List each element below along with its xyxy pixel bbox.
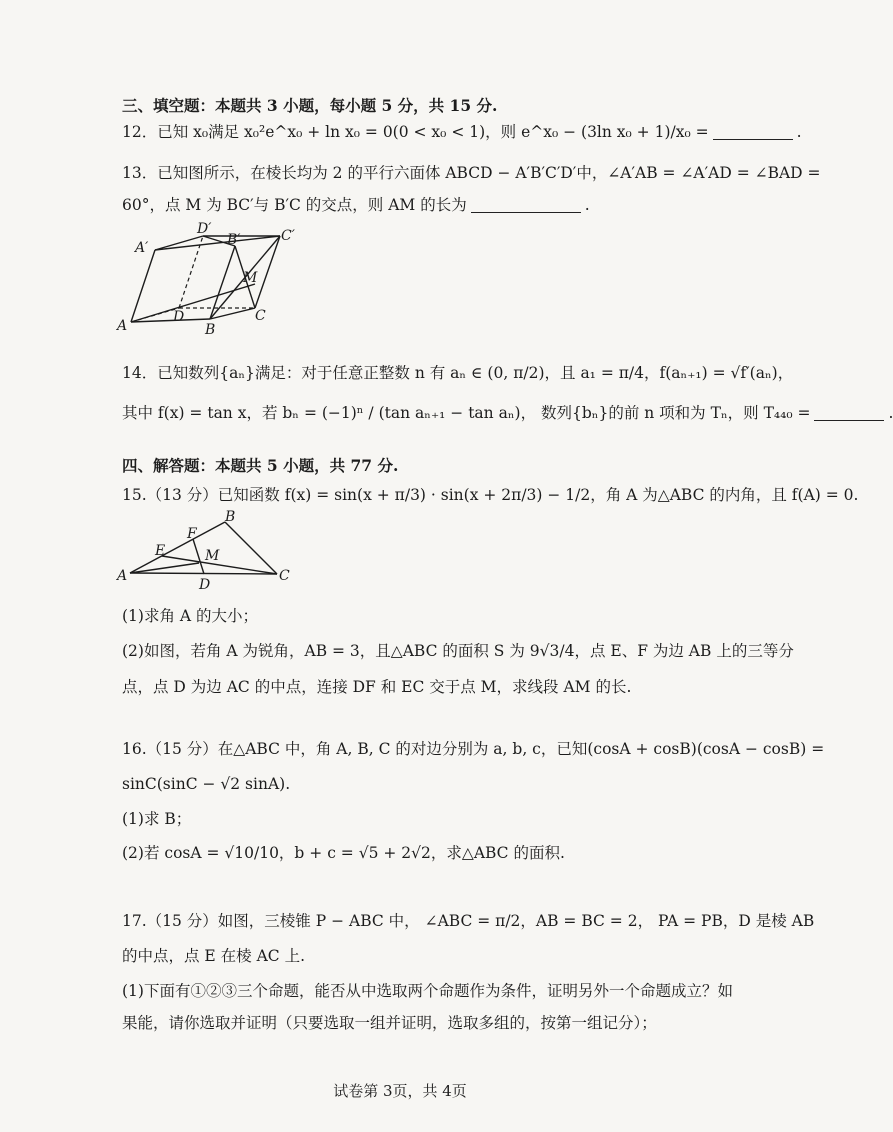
fig15-edge <box>225 522 277 574</box>
fig13-label: A′ <box>135 240 149 256</box>
fig13-edge <box>155 236 280 250</box>
q16-part2: (2)若 cosA = √10/10，b + c = √5 + 2√2，求△ABC 的面积. <box>122 844 565 862</box>
q17-part1a: (1)下面有①②③三个命题，能否从中选取两个命题作为条件，证明另外一个命题成立？如 <box>122 982 733 1000</box>
q13-answer-blank <box>471 196 581 213</box>
fig15-label: A <box>117 568 128 584</box>
fig15-label: M <box>205 548 220 564</box>
fig13-edge <box>210 308 255 319</box>
fig15-label: E <box>155 543 166 559</box>
fig13-label: D <box>173 309 185 325</box>
q13-line2-end: . <box>584 196 590 214</box>
q15-part2a: (2)如图，若角 A 为锐角，AB = 3，且△ABC 的面积 S 为 9√3/4，点 E、F 为边 AB 上的三等分 <box>122 642 794 660</box>
fig13-label: C <box>255 308 266 324</box>
q15-line1: 15.（13 分）已知函数 f(x) = sin(x + π/3) · sin(x + 2π/3) − 1/2，角 A 为△ABC 的内角，且 f(A) = 0. <box>122 486 859 504</box>
section3-heading: 三、填空题：本题共 3 小题，每小题 5 分，共 15 分. <box>122 96 498 115</box>
q16-line1: 16.（15 分）在△ABC 中，角 A, B, C 的对边分别为 a, b, c，已知(cosA + cosB)(cosA − cosB) = <box>122 740 825 758</box>
fig15-triangle-diagram <box>115 508 305 593</box>
fig13-label: A <box>117 318 128 334</box>
q14-line2 <box>122 402 893 424</box>
fig13-edge <box>255 236 280 308</box>
q16-line2: sinC(sinC − √2 sinA). <box>122 775 291 793</box>
fig13-label: D′ <box>197 221 212 237</box>
fig13-label: M <box>243 270 258 286</box>
q13-line1: 13．已知图所示，在棱长均为 2 的平行六面体 ABCD − A′B′C′D′中，∠A′AB = ∠A′AD = ∠BAD = <box>122 164 821 182</box>
page-footer: 试卷第 3页，共 4页 <box>333 1082 467 1100</box>
q12-stem: 12．已知 x₀满足 x₀²e^x₀ + ln x₀ = 0(0 < x₀ < 1)，则 e^x₀ − (3ln x₀ + 1)/x₀ = <box>122 123 709 141</box>
q14-line1: 14．已知数列{aₙ}满足：对于任意正整数 n 有 aₙ ∈ (0, π/2)，且 a₁ = π/4，f(aₙ₊₁) = √f′(aₙ)， <box>122 364 794 382</box>
fig13-parallelepiped-diagram <box>115 222 315 337</box>
q14-line2-text: 其中 f(x) = tan x，若 bₙ = (−1)ⁿ / (tan aₙ₊₁ − tan aₙ)， 数列{bₙ}的前 n 项和为 Tₙ，则 T₄₄₀ = <box>122 404 811 422</box>
q15-part1: (1)求角 A 的大小； <box>122 607 259 625</box>
section4-heading: 四、解答题：本题共 5 小题，共 77 分. <box>122 456 399 475</box>
fig15-label: C <box>279 568 290 584</box>
fig15-edge <box>193 539 204 574</box>
fig13-label: B <box>205 322 216 338</box>
fig13-edge <box>131 319 210 322</box>
q17-line2: 的中点，点 E 在棱 AC 上. <box>122 947 306 965</box>
q13-line2-text: 60°，点 M 为 BC′与 B′C 的交点，则 AM 的长为 <box>122 196 467 214</box>
q14-answer-blank <box>814 404 884 421</box>
fig15-edge <box>162 556 277 574</box>
q17-part1b: 果能，请你选取并证明（只要选取一组并证明，选取多组的，按第一组记分）； <box>122 1014 657 1032</box>
q14-line2-end: . <box>888 404 893 422</box>
q13-line2 <box>122 194 590 216</box>
q17-line1: 17.（15 分）如图，三棱锥 P − ABC 中， ∠ABC = π/2，AB = BC = 2， PA = PB，D 是棱 AB <box>122 912 815 930</box>
q16-part1: (1)求 B； <box>122 810 192 828</box>
q15-part2b: 点，点 D 为边 AC 的中点，连接 DF 和 EC 交于点 M，求线段 AM 的长. <box>122 678 632 696</box>
fig13-edge <box>131 284 255 322</box>
fig13-label: B′ <box>227 232 241 248</box>
fig15-label: B <box>225 509 236 525</box>
q12-text: 12．已知 x₀满足 x₀²e^x₀ + ln x₀ = 0(0 < x₀ < 1)，则 e^x₀ − (3ln x₀ + 1)/x₀ = . <box>122 123 802 141</box>
fig13-edge <box>131 250 155 322</box>
fig15-label: F <box>187 526 197 542</box>
fig15-label: D <box>199 577 211 593</box>
q12-answer-blank <box>713 123 793 140</box>
fig13-label: C′ <box>281 228 295 244</box>
